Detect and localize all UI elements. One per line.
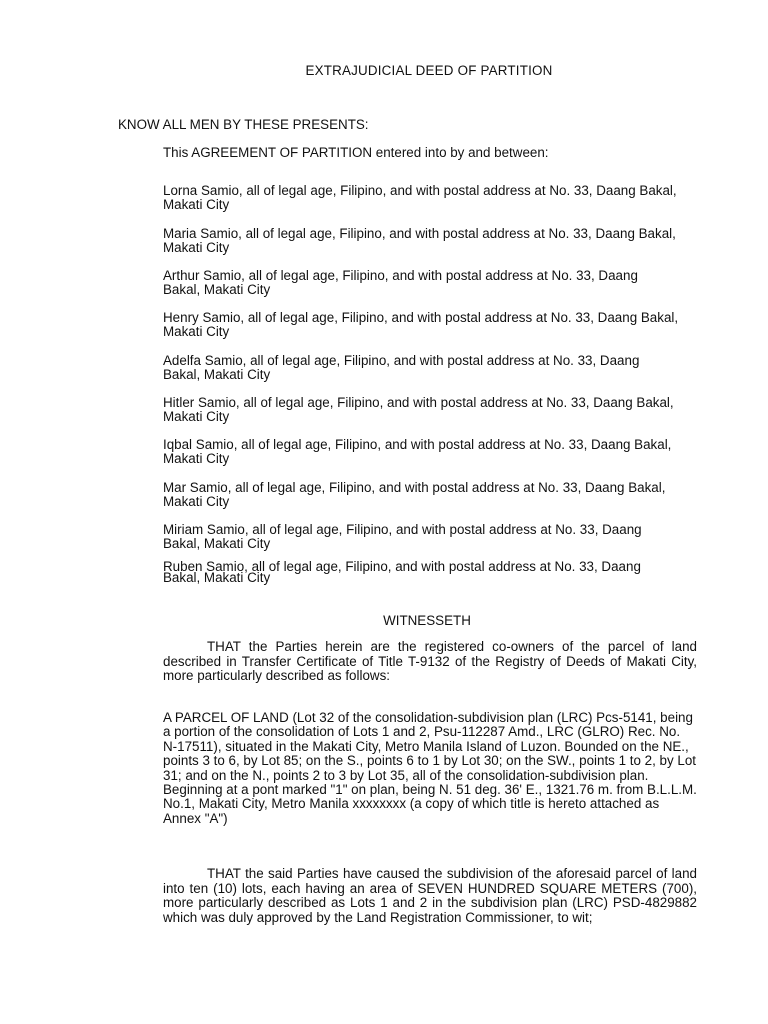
party-adelfa: Adelfa Samio, all of legal age, Filipino, and with postal address at No. 33, Daang Bakal, Makati City [163,353,640,383]
party-lorna: Lorna Samio, all of legal age, Filipino, and with postal address at No. 33, Daang Bakal, Makati City [163,183,677,213]
paragraph-co-owners [163,640,697,684]
party-ruben: Ruben Samio, all of legal age, Filipino, and with postal address at No. 33, Daang Bakal, Makati City [163,559,641,585]
document-title: EXTRAJUDICIAL DEED OF PARTITION [305,63,553,78]
party-mar: Mar Samio, all of legal age, Filipino, and with postal address at No. 33, Daang Bakal, Makati City [163,480,666,510]
witnesseth-heading: WITNESSETH [383,613,471,628]
party-henry: Henry Samio, all of legal age, Filipino, and with postal address at No. 33, Daang Bakal, Makati City [163,310,679,340]
paragraph-subdivision-text: THAT the said Parties have caused the subdivision of the aforesaid parcel of land into ten (10) lots, each having an area of SEVEN HUNDRED SQUARE METERS (700), more particularly described as Lots 1 and 2 in the subdivision plan (LRC) PSD-4829882 which was duly approved by the Land Registration Commissioner, to wit; [163,866,697,925]
paragraph-subdivision [163,867,697,925]
parcel-description: A PARCEL OF LAND (Lot 32 of the consolidation-subdivision plan (LRC) Pcs-5141, being a portion of the consolidation of Lots 1 and 2, Psu-112287 Amd., LRC (GLRO) Rec. No. N-17511), situated in the Makati City, Metro Manila Island of Luzon. Bounded on the NE., points 3 to 6, by Lot 85; on the S., points 6 to 1 by Lot 30; on the SW., points 1 to 2, by Lot 31; and on the N., points 2 to 3 by Lot 35, all of the consolidation-subdivision plan. Beginning at a pont marked "1" on plan, being N. 51 deg. 36' E., 1321.76 m. from B.L.L.M. No.1, Makati City, Metro Manila xxxxxxxx (a copy of which title is hereto attached as Annex "A") [163,710,697,826]
party-iqbal: Iqbal Samio, all of legal age, Filipino, and with postal address at No. 33, Daang Bakal, Makati City [163,437,672,467]
party-hitler: Hitler Samio, all of legal age, Filipino, and with postal address at No. 33, Daang Bakal, Makati City [163,395,674,425]
party-arthur: Arthur Samio, all of legal age, Filipino, and with postal address at No. 33, Daang Bakal, Makati City [163,268,638,298]
agreement-intro: This AGREEMENT OF PARTITION entered into by and between: [163,145,549,160]
party-miriam: Miriam Samio, all of legal age, Filipino, and with postal address at No. 33, Daang Bakal, Makati City [163,522,642,552]
preamble: KNOW ALL MEN BY THESE PRESENTS: [118,117,369,132]
paragraph-co-owners-text: THAT the Parties herein are the registered co-owners of the parcel of land described in Transfer Certificate of Title T-9132 of the Registry of Deeds of Makati City, more particularly described as follows: [163,639,697,684]
party-maria: Maria Samio, all of legal age, Filipino, and with postal address at No. 33, Daang Bakal, Makati City [163,226,676,256]
